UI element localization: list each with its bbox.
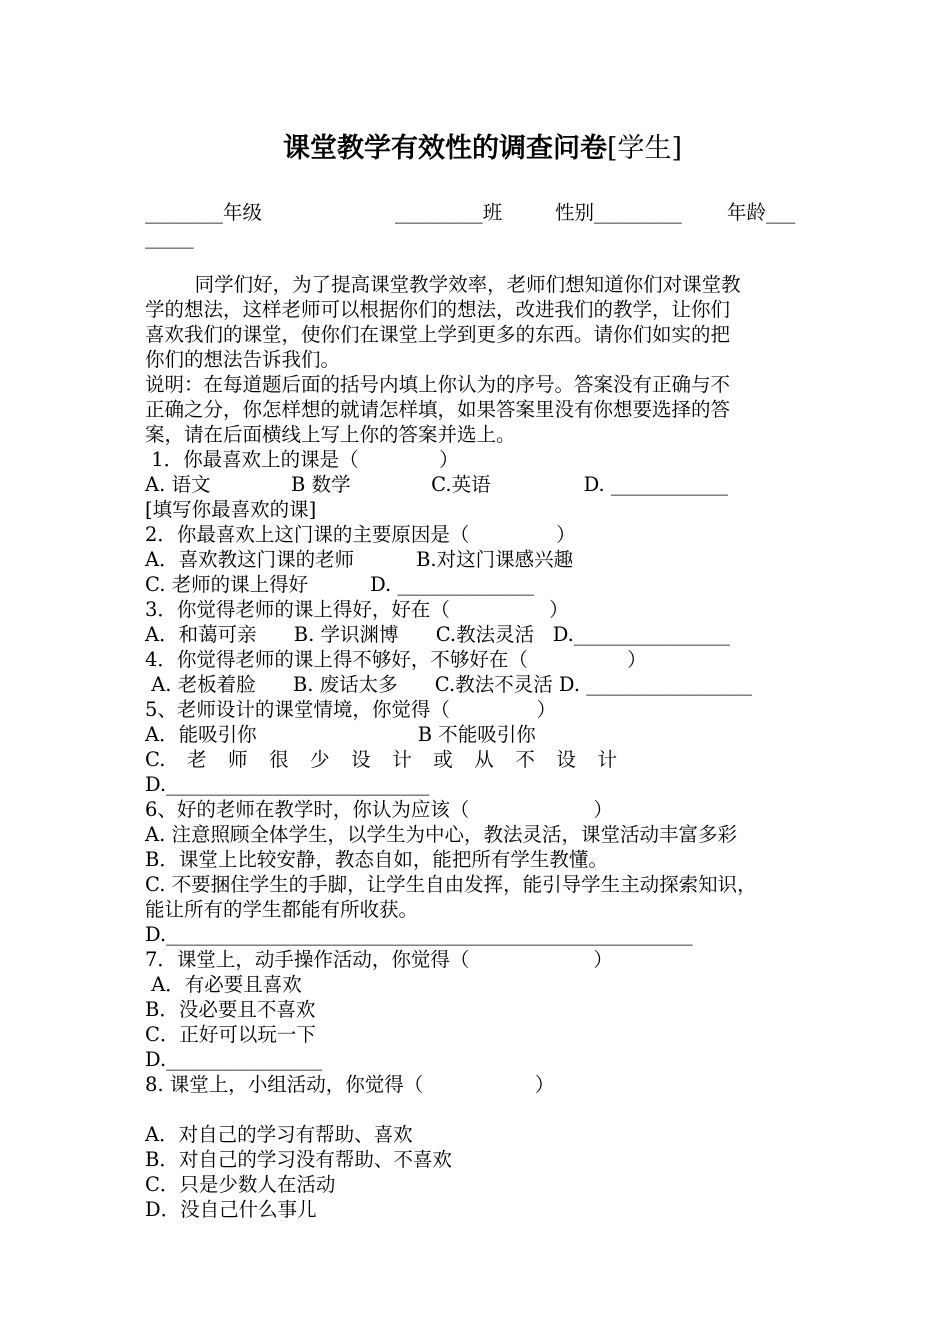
age-field[interactable]: 年龄___ <box>727 201 796 224</box>
intro-line: 同学们好，为了提高课堂教学效率，老师们想知道你们对课堂教 <box>145 273 741 296</box>
q5-option-c-char: 设 <box>351 748 371 771</box>
page-title <box>145 132 820 166</box>
q3-options[interactable]: A．和蔼可亲 B. 学识渊博 C.教法灵活 D.________________ <box>145 623 730 646</box>
grade-field[interactable]: ________年级 <box>145 201 263 224</box>
q2-options[interactable]: C. 老师的课上得好 D. ______________ <box>145 573 534 596</box>
q7-option-a[interactable]: A．有必要且喜欢 <box>145 973 302 996</box>
q5-option-d[interactable]: D.___________________________ <box>145 773 430 796</box>
q5-option-c-char: 师 <box>228 748 248 771</box>
age-field-continued[interactable]: _____ <box>145 226 194 249</box>
q6-option-c[interactable]: C. 不要捆住学生的手脚，让学生自由发挥，能引导学生主动探索知识， <box>145 873 757 896</box>
q3-stem: 3．你觉得老师的课上得好，好在（ ） <box>145 598 569 621</box>
note-line: 案，请在后面横线上写上你的答案并选上。 <box>145 423 516 446</box>
q1-options[interactable]: A. 语文 B 数学 C.英语 D. ____________ <box>145 473 728 496</box>
q6-option-d[interactable]: D.______________________________________________________ <box>145 923 693 946</box>
q7-option-d[interactable]: D.________________ <box>145 1048 323 1071</box>
q4-options[interactable]: A. 老板着脸 B. 废话太多 C.教法不灵活 D. _________________ <box>145 673 752 696</box>
q2-stem: 2．你最喜欢上这门课的主要原因是（ ） <box>145 523 576 546</box>
q4-stem: 4．你觉得老师的课上得不够好，不够好在（ ） <box>145 648 647 671</box>
q5-options[interactable]: A．能吸引你 B 不能吸引你 <box>145 723 536 746</box>
q1-stem: 1．你最喜欢上的课是（ ） <box>145 448 459 471</box>
q6-option-b[interactable]: B．课堂上比较安静，教态自如，能把所有学生教懂。 <box>145 848 608 871</box>
note-line: 说明：在每道题后面的括号内填上你认为的序号。答案没有正确与不 <box>145 373 731 396</box>
q5-option-c-char: C. <box>145 748 166 771</box>
q5-option-c-char: 或 <box>433 748 453 771</box>
q6-option-c-continued: 能让所有的学生都能有所收获。 <box>145 898 419 921</box>
q8-option-a[interactable]: A．对自己的学习有帮助、喜欢 <box>145 1123 413 1146</box>
questionnaire-body <box>145 272 820 1222</box>
q8-option-d[interactable]: D．没自己什么事儿 <box>145 1198 317 1221</box>
q8-option-b[interactable]: B．对自己的学习没有帮助、不喜欢 <box>145 1148 452 1171</box>
q5-option-c-char: 老 <box>186 748 207 771</box>
q7-option-c[interactable]: C．正好可以玩一下 <box>145 1023 316 1046</box>
q5-option-c[interactable] <box>145 747 617 772</box>
q5-option-c-char: 计 <box>597 748 617 771</box>
q5-stem: 5、老师设计的课堂情境，你觉得（ ） <box>145 698 557 721</box>
intro-line: 学的想法，这样老师可以根据你们的想法，改进我们的教学，让你们 <box>145 298 731 321</box>
intro-line: 你们的想法告诉我们。 <box>145 348 341 371</box>
note-line: 正确之分，你怎样想的就请怎样填，如果答案里没有你想要选择的答 <box>145 398 731 421</box>
title-main: 课堂教学有效性的调查问卷 <box>282 133 607 164</box>
spacer <box>145 1097 820 1122</box>
q5-option-c-char: 少 <box>310 748 330 771</box>
q7-stem: 7．课堂上，动手操作活动，你觉得（ ） <box>145 948 613 971</box>
q5-option-c-char: 计 <box>392 748 412 771</box>
q6-option-a[interactable]: A. 注意照顾全体学生，以学生为中心，教法灵活，课堂活动丰富多彩 <box>145 823 737 846</box>
q5-option-c-char: 设 <box>556 748 576 771</box>
q5-option-c-char: 不 <box>515 748 535 771</box>
q1-extra: [填写你最喜欢的课] <box>145 498 317 521</box>
q8-stem: 8. 课堂上，小组活动，你觉得（ ） <box>145 1073 555 1096</box>
q2-options[interactable]: A．喜欢教这门课的老师 B.对这门课感兴趣 <box>145 548 574 571</box>
intro-line: 喜欢我们的课堂，使你们在课堂上学到更多的东西。请你们如实的把 <box>145 323 731 346</box>
class-field[interactable]: _________班 <box>395 201 503 224</box>
q6-stem: 6、好的老师在教学时，你认为应该（ ） <box>145 798 613 821</box>
q5-option-c-char: 很 <box>269 748 289 771</box>
gender-field[interactable]: 性别_________ <box>555 201 682 224</box>
q8-option-c[interactable]: C．只是少数人在活动 <box>145 1173 336 1196</box>
q7-option-b[interactable]: B．没必要且不喜欢 <box>145 998 316 1021</box>
q5-option-c-char: 从 <box>474 748 494 771</box>
title-sub: [学生] <box>606 133 683 164</box>
